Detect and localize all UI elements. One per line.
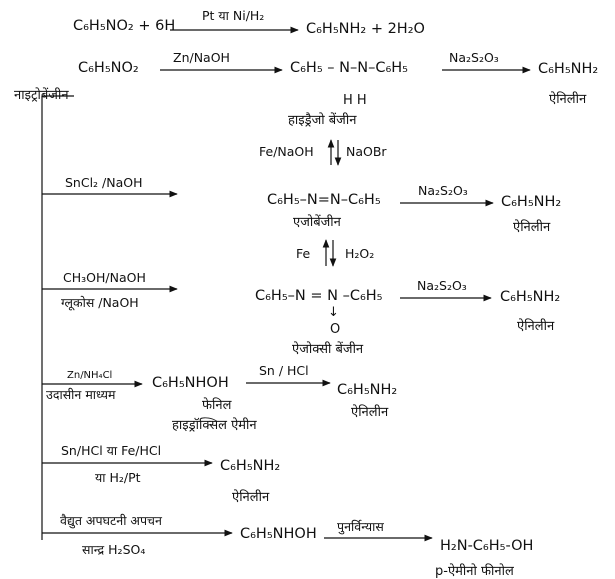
- azoxy-reagent: CH₃OH/NaOH: [63, 270, 146, 285]
- azobenzene-formula: C₆H₅–N=N–C₆H₅: [267, 192, 381, 208]
- azo-aniline: C₆H₅NH₂: [501, 194, 562, 210]
- azoxy-aniline-name: ऐनिलीन: [517, 319, 555, 334]
- phenylhydroxylamine-name-2: हाइड्रॉक्सिल ऐमीन: [172, 418, 257, 433]
- azo-aniline-name: ऐनिलीन: [513, 220, 551, 235]
- hydroxyl-condition: उदासीन माध्यम: [46, 387, 116, 402]
- hydroxyl-aniline: C₆H₅NH₂: [337, 382, 398, 398]
- azo-reagent2: Na₂S₂O₃: [418, 183, 468, 198]
- nitrobenzene-name: नाइट्रोबेंजीन: [14, 88, 69, 103]
- azoxy-aniline: C₆H₅NH₂: [500, 289, 561, 305]
- hydrazo-formula: C₆H₅ – N–N–C₆H₅: [290, 60, 408, 76]
- hydroxyl-aniline-name: ऐनिलीन: [351, 405, 389, 420]
- hydrazo-name: हाइड्रैजो बेंजीन: [288, 113, 357, 128]
- rearrangement-label: पुनर्विन्यास: [337, 519, 384, 534]
- eq2-left-reagent: Fe: [296, 246, 311, 261]
- electro-phenylhydroxylamine: C₆H₅NHOH: [240, 526, 317, 542]
- azoxy-reagent-b: ग्लूकोस /NaOH: [61, 295, 139, 310]
- azoxy-reagent2: Na₂S₂O₃: [417, 278, 467, 293]
- azoxy-down-arrow: ↓: [328, 305, 339, 320]
- eq1-left-reagent: Fe/NaOH: [259, 144, 314, 159]
- phenylhydroxylamine-name-1: फेनिल: [202, 398, 232, 413]
- hydroxyl-reagent: Zn/NH₄Cl: [67, 370, 113, 381]
- electro-reagent-b: सान्द्र H₂SO₄: [82, 542, 146, 557]
- eq2-right-reagent: H₂O₂: [345, 246, 375, 261]
- hydrazo-reagent2: Na₂S₂O₃: [449, 50, 499, 65]
- azo-reagent: SnCl₂ /NaOH: [65, 175, 143, 190]
- azoxybenzene-name: ऐजोक्सी बेंजीन: [292, 342, 364, 357]
- eq1-right-reagent: NaOBr: [346, 144, 387, 159]
- azoxybenzene-formula: C₆H₅–N = N –C₆H₅: [255, 288, 383, 304]
- direct-reagent-b: या H₂/Pt: [95, 470, 141, 485]
- direct-aniline: C₆H₅NH₂: [220, 458, 281, 474]
- aminophenol-formula: H₂N-C₆H₅-OH: [440, 538, 534, 554]
- hydroxyl-reagent2: Sn / HCl: [259, 363, 309, 378]
- direct-reagent: Sn/HCl या Fe/HCl: [61, 443, 162, 458]
- phenylhydroxylamine-formula: C₆H₅NHOH: [152, 375, 229, 391]
- azobenzene-name: एजोबेंजीन: [293, 215, 341, 230]
- hydrazo-aniline: C₆H₅NH₂: [538, 61, 599, 77]
- azoxy-oxygen: O: [330, 322, 341, 337]
- top-reactant: C₆H₅NO₂ + 6H: [73, 18, 176, 34]
- top-reagent: Pt या Ni/H₂: [202, 8, 265, 23]
- hydrazo-hydrogens: H H: [343, 93, 367, 108]
- direct-aniline-name: ऐनिलीन: [232, 490, 270, 505]
- nitrobenzene-formula: C₆H₅NO₂: [78, 60, 139, 76]
- hydrazo-reagent: Zn/NaOH: [173, 50, 230, 65]
- hydrazo-aniline-name: ऐनिलीन: [549, 92, 587, 107]
- electro-reagent: वैद्युत अपघटनी अपचन: [60, 513, 162, 528]
- top-product: C₆H₅NH₂ + 2H₂O: [306, 21, 425, 37]
- aminophenol-name: p-ऐमीनो फीनोल: [435, 564, 514, 579]
